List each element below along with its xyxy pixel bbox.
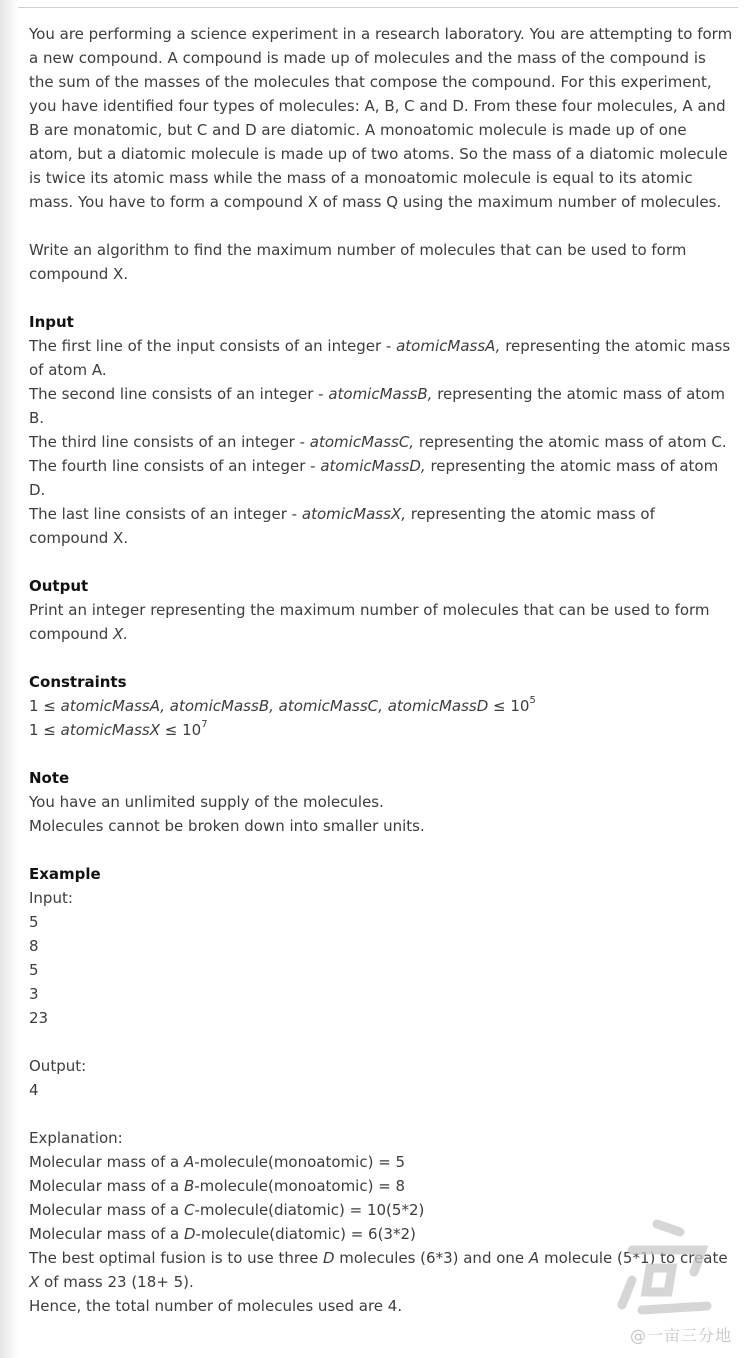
input-line-4: The fourth line consists of an integer - atomicMassD, representing the atomic mass of atom D. <box>29 457 719 499</box>
explanation-line-3: Molecular mass of a C-molecule(diatomic) = 10(5*2) <box>29 1201 425 1219</box>
explanation-line-2: Molecular mass of a B-molecule(monoatomic) = 8 <box>29 1177 406 1195</box>
input-line-1: The first line of the input consists of an integer - atomicMassA, representing the atomic mass of atom A. <box>29 337 731 379</box>
intro-paragraph: You are performing a science experiment in a research laboratory. You are attempting to form a new compound. A compound is made up of molecules and the mass of the compound is the sum of the masses of the molecules that compose the compound. For this experiment, you have identified four types of molecules: A, B, C and D. From these four molecules, A and B are monatomic, but C and D are diatomic. A monoatomic molecule is made up of one atom, but a diatomic molecule is made up of two atoms. So the mass of a diatomic molecule is twice its atomic mass while the mass of a monoatomic molecule is equal to its atomic mass. You have to form a compound X of mass Q using the maximum number of molecules. <box>29 25 733 211</box>
top-divider <box>18 7 738 8</box>
explanation-conclusion: Hence, the total number of molecules used are 4. <box>29 1297 403 1315</box>
example-input-value-1: 5 <box>29 913 39 931</box>
note-heading: Note <box>29 769 70 787</box>
explanation-fusion: The best optimal fusion is to use three D molecules (6*3) and one A molecule (5*1) to create X of mass 23 (18+ 5). <box>29 1249 728 1291</box>
example-input-value-2: 8 <box>29 937 39 955</box>
page-left-shadow <box>0 0 18 1358</box>
example-input-value-3: 5 <box>29 961 39 979</box>
input-line-2: The second line consists of an integer - atomicMassB, representing the atomic mass of atom B. <box>29 385 725 427</box>
explanation-line-1: Molecular mass of a A-molecule(monoatomic) = 5 <box>29 1153 406 1171</box>
constraint-2: 1 ≤ atomicMassX ≤ $10^7$ <box>29 719 208 739</box>
explanation-label: Explanation: <box>29 1129 123 1147</box>
explanation-line-4: Molecular mass of a D-molecule(diatomic) = 6(3*2) <box>29 1225 416 1243</box>
problem-statement <box>29 22 734 1318</box>
example-output-label: Output: <box>29 1057 87 1075</box>
example-input-label: Input: <box>29 889 73 907</box>
output-heading: Output <box>29 577 89 595</box>
note-line-2: Molecules cannot be broken down into smaller units. <box>29 817 425 835</box>
input-line-5: The last line consists of an integer - atomicMassX, representing the atomic mass of compound X. <box>29 505 655 547</box>
example-output-value: 4 <box>29 1081 39 1099</box>
watermark-text: @一亩三分地 <box>629 1326 732 1345</box>
note-line-1: You have an unlimited supply of the molecules. <box>29 793 384 811</box>
input-line-3: The third line consists of an integer - atomicMassC, representing the atomic mass of atom C. <box>29 433 727 451</box>
constraint-1: 1 ≤ atomicMassA, atomicMassB, atomicMassC, atomicMassD ≤ $10^5$ <box>29 695 536 715</box>
constraints-heading: Constraints <box>29 673 127 691</box>
output-description: Print an integer representing the maximum number of molecules that can be used to form compound X. <box>29 601 710 643</box>
example-input-value-4: 3 <box>29 985 39 1003</box>
example-heading: Example <box>29 865 101 883</box>
input-heading: Input <box>29 313 74 331</box>
task-paragraph: Write an algorithm to find the maximum number of molecules that can be used to form compound X. <box>29 241 687 283</box>
example-input-value-5: 23 <box>29 1009 49 1027</box>
